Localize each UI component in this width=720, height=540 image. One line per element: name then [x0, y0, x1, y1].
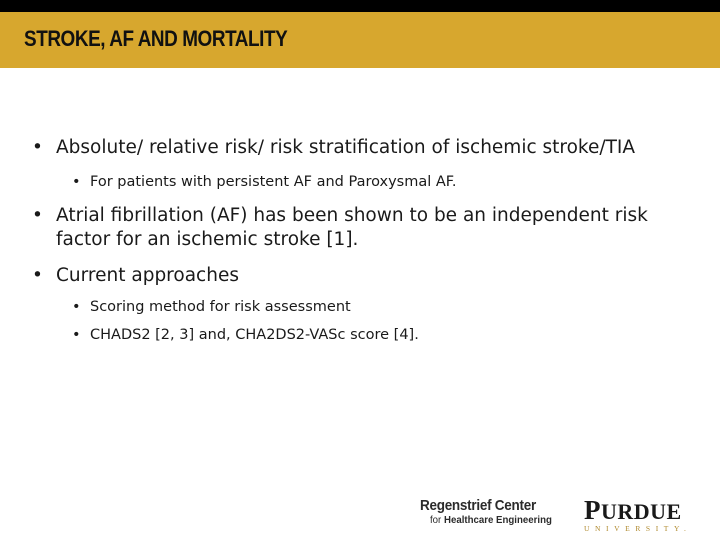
regenstrief-subtitle [430, 514, 559, 526]
regenstrief-for: for [430, 514, 442, 526]
purdue-rest: URDUE [601, 499, 682, 524]
bullet-af-independent-risk: • Atrial fibrillation (AF) has been shown to be an independent risk factor for an ischemic stroke [1]. [30, 204, 700, 252]
purdue-logo [584, 495, 704, 533]
sub-bullet-chads2: • CHADS2 [2, 3] and, CHA2DS2-VASc score [4]. [70, 325, 700, 345]
regenstrief-name: Regenstrief Center [420, 497, 536, 514]
sub-bullet-persistent-af: • For patients with persistent AF and Paroxysmal AF. [70, 172, 700, 192]
bullet-current-approaches: • Current approaches [30, 264, 700, 288]
sub-bullet-scoring-method: • Scoring method for risk assessment [70, 297, 700, 317]
slide-body [30, 136, 700, 345]
slide-title: STROKE, AF AND MORTALITY [24, 26, 288, 51]
purdue-wordmark [584, 495, 704, 526]
purdue-university: UNIVERSITY. [584, 524, 692, 533]
regenstrief-logo [420, 497, 570, 526]
bullet-risk-stratification: • Absolute/ relative risk/ risk stratification of ischemic stroke/TIA [30, 136, 700, 160]
purdue-initial: P [584, 495, 601, 525]
regenstrief-healthcare: Healthcare Engineering [443, 514, 552, 526]
top-black-bar [0, 0, 720, 12]
